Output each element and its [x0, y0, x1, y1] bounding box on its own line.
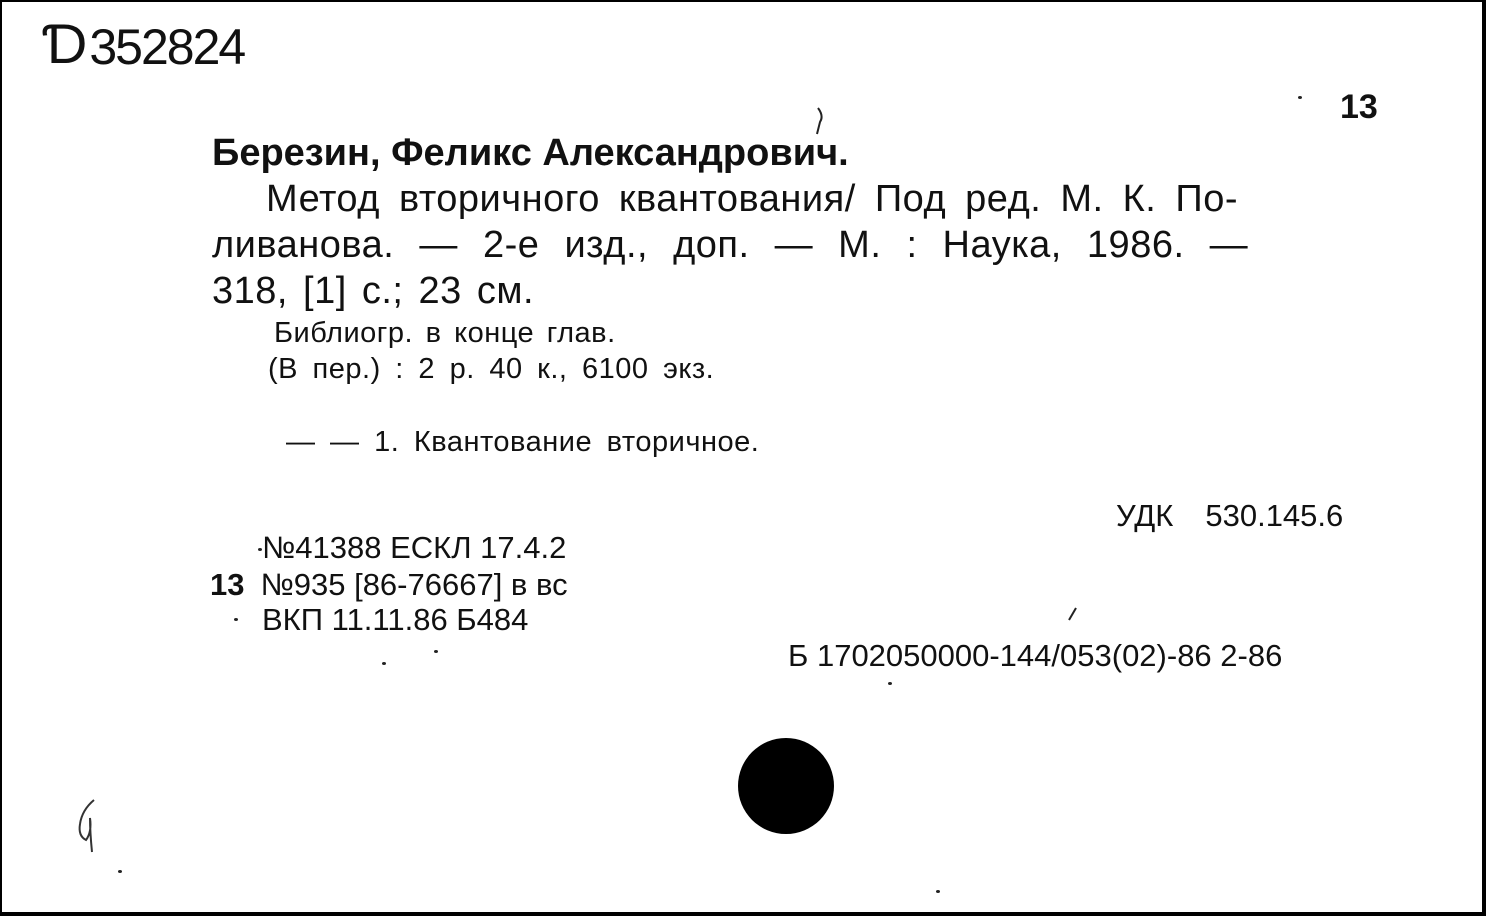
speck [234, 618, 238, 621]
author-heading: Березин, Феликс Александрович. [212, 132, 849, 174]
price-note: (В пер.) : 2 р. 40 к., 6100 экз. [268, 353, 715, 385]
speck [382, 662, 386, 665]
speck [258, 548, 262, 551]
bibliography-note: Библиогр. в конце глав. [274, 317, 616, 349]
registry-line-2-lead: 13 [210, 567, 245, 602]
isbn-code: Б 1702050000-144/053(02)-86 2-86 [788, 638, 1283, 673]
inventory-stamp [42, 12, 245, 75]
speck [888, 682, 892, 685]
udk-classification [1116, 498, 1343, 534]
speck [1298, 96, 1302, 99]
catalog-card [2, 2, 1485, 915]
speck [118, 870, 122, 873]
pencil-tick-mark [1066, 606, 1078, 622]
title-line-2: ливанова. — 2-е изд., доп. — М. : Наука, 1986. — [212, 224, 1249, 266]
accent-tick-mark [814, 106, 828, 136]
udk-value: 530.145.6 [1205, 498, 1344, 533]
udk-label: УДК [1116, 498, 1174, 533]
registry-line-2-text: №935 [86-76667] в вс [260, 567, 568, 602]
speck [936, 890, 940, 893]
corner-number: 13 [1340, 88, 1378, 126]
registry-line-3: ВКП 11.11.86 Б484 [262, 602, 529, 637]
stamp-letter: Ɗ [42, 12, 86, 75]
punch-hole [738, 738, 834, 834]
speck [434, 650, 438, 653]
registry-line-1: №41388 ЕСКЛ 17.4.2 [262, 530, 567, 565]
registry-line-2 [210, 567, 568, 603]
title-line-1: Метод вторичного квантования/ Под ред. М. К. По- [266, 178, 1239, 220]
stamp-number: 352824 [89, 19, 245, 75]
title-line-3: 318, [1] с.; 23 см. [212, 270, 535, 312]
subject-heading: — — 1. Квантование вторичное. [286, 426, 760, 458]
handwritten-mark-icon [72, 796, 102, 856]
